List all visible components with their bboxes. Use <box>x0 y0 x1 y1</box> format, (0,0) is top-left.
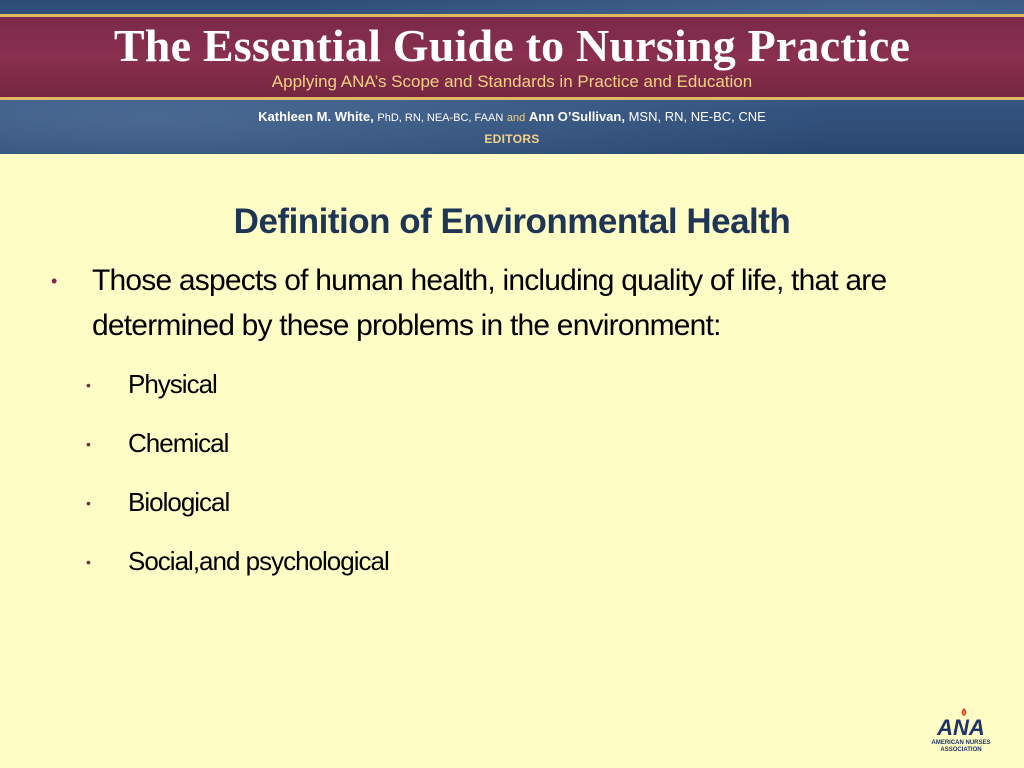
bullet-dot-icon: • <box>86 495 91 511</box>
editors-line <box>0 108 1024 127</box>
book-subtitle: Applying ANA’s Scope and Standards in Practice and Education <box>271 72 753 91</box>
logo-org-line-2: ASSOCIATION <box>940 747 982 753</box>
editors-and: and <box>506 112 526 124</box>
bullet-dot-icon: • <box>86 377 91 393</box>
main-bullet-text: Those aspects of human health, including quality of life, that are determined by these problems in the environment: <box>92 264 887 342</box>
editors-label: EDITORS <box>484 132 540 146</box>
header-banner <box>0 0 1024 154</box>
editor-1-name: Kathleen M. White, <box>258 109 374 124</box>
editor-2-credentials: MSN, RN, NE-BC, CNE <box>628 109 766 124</box>
sub-bullet-text: Social,and psychological <box>128 546 389 576</box>
bullet-dot-icon: • <box>86 436 91 452</box>
editor-1-credentials: PhD, RN, NEA-BC, FAAN <box>377 112 504 124</box>
bullet-dot-icon: • <box>51 271 58 291</box>
sub-bullet-text: Physical <box>128 369 217 399</box>
book-title: The Essential Guide to Nursing Practice <box>113 20 911 71</box>
ana-logo <box>920 706 1002 754</box>
slide-title: Definition of Environmental Health <box>233 202 791 241</box>
ana-logo-icon <box>920 706 1002 754</box>
sub-bullet-text: Biological <box>128 487 230 517</box>
editor-2-name: Ann O’Sullivan, <box>528 109 625 124</box>
logo-org-line-1: AMERICAN NURSES <box>931 740 991 746</box>
bullet-dot-icon: • <box>86 554 91 570</box>
sub-bullet-text: Chemical <box>128 428 229 458</box>
logo-wordmark: ANA <box>937 715 985 740</box>
